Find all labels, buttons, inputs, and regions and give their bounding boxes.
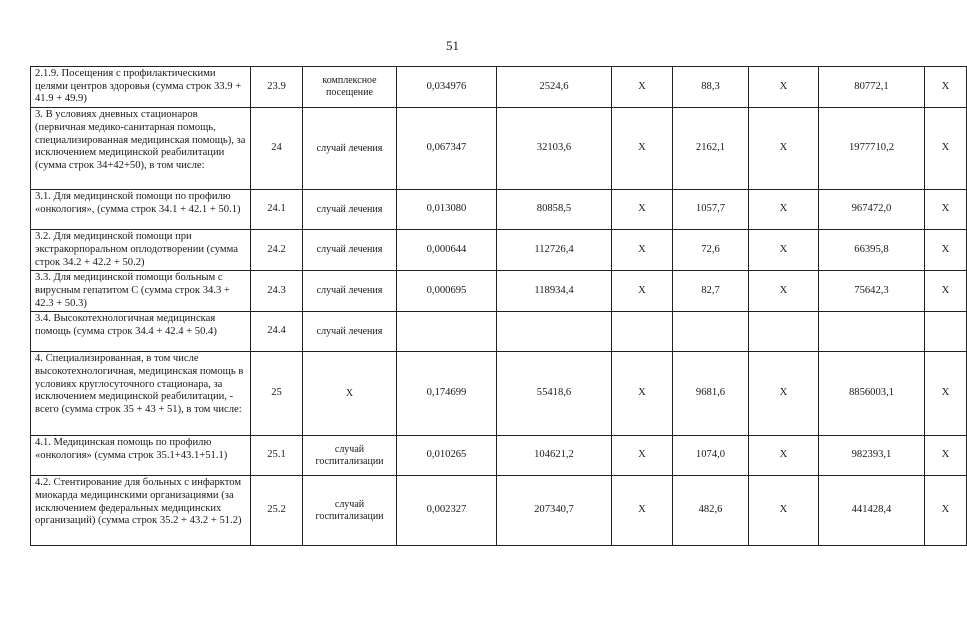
cell-total-cost: 66395,8	[819, 230, 925, 271]
cell-volume-norm	[397, 312, 497, 352]
cell-col8: X	[749, 271, 819, 312]
cell-volume-norm: 0,002327	[397, 476, 497, 546]
cell-total-cost: 1977710,2	[819, 108, 925, 190]
cell-per-capita	[673, 312, 749, 352]
table-row	[31, 352, 967, 436]
cell-per-capita: 482,6	[673, 476, 749, 546]
row-description: 3.1. Для медицинской помощи по профилю «онкология», (сумма строк 34.1 + 42.1 + 50.1)	[31, 190, 251, 230]
cell-col10: X	[925, 271, 967, 312]
table-row	[31, 108, 967, 190]
row-code: 24.1	[251, 190, 303, 230]
cell-col6: X	[612, 230, 673, 271]
row-description: 3.4. Высокотехнологичная медицинская помощь (сумма строк 34.4 + 42.4 + 50.4)	[31, 312, 251, 352]
row-code: 23.9	[251, 67, 303, 108]
table-row	[31, 312, 967, 352]
cell-col10: X	[925, 476, 967, 546]
cell-col6: X	[612, 476, 673, 546]
cell-col8: X	[749, 436, 819, 476]
unit-of-measure: случай лечения	[303, 312, 397, 352]
unit-of-measure: случай лечения	[303, 108, 397, 190]
row-description: 4.2. Стентирование для больных с инфарктом миокарда медицинскими организациями (за исключением федеральных медицинских организаций) (сумма строк 35.2 + 43.2 + 51.2)	[31, 476, 251, 546]
cell-total-cost: 8856003,1	[819, 352, 925, 436]
cell-total-cost: 967472,0	[819, 190, 925, 230]
table-row	[31, 436, 967, 476]
cell-col6: X	[612, 352, 673, 436]
cell-cost-norm	[497, 312, 612, 352]
cell-volume-norm: 0,010265	[397, 436, 497, 476]
cell-col10: X	[925, 67, 967, 108]
row-code: 24.3	[251, 271, 303, 312]
cell-per-capita: 2162,1	[673, 108, 749, 190]
table-row	[31, 476, 967, 546]
cell-volume-norm: 0,013080	[397, 190, 497, 230]
unit-of-measure: случай лечения	[303, 190, 397, 230]
unit-of-measure: случай лечения	[303, 230, 397, 271]
cell-col10: X	[925, 352, 967, 436]
row-description: 3.2. Для медицинской помощи при экстракорпоральном оплодотворении (сумма строк 34.2 + 42.2 + 50.2)	[31, 230, 251, 271]
row-description: 3. В условиях дневных стационаров (первичная медико-санитарная помощь, специализированная медицинская помощь), за исключением медицинской реабилитации (сумма строк 34+42+50), в том числе:	[31, 108, 251, 190]
cell-col10: X	[925, 436, 967, 476]
unit-of-measure: X	[303, 352, 397, 436]
row-code: 25.1	[251, 436, 303, 476]
cell-col10: X	[925, 230, 967, 271]
table-row	[31, 190, 967, 230]
cell-total-cost: 75642,3	[819, 271, 925, 312]
cell-col6: X	[612, 436, 673, 476]
cell-volume-norm: 0,034976	[397, 67, 497, 108]
cell-per-capita: 72,6	[673, 230, 749, 271]
cell-col8: X	[749, 230, 819, 271]
cell-per-capita: 1057,7	[673, 190, 749, 230]
unit-of-measure: случай госпитализации	[303, 476, 397, 546]
cell-col6: X	[612, 67, 673, 108]
row-code: 25	[251, 352, 303, 436]
cell-cost-norm: 112726,4	[497, 230, 612, 271]
cell-total-cost: 982393,1	[819, 436, 925, 476]
cell-total-cost: 441428,4	[819, 476, 925, 546]
cell-col6: X	[612, 108, 673, 190]
row-description: 4.1. Медицинская помощь по профилю «онкология» (сумма строк 35.1+43.1+51.1)	[31, 436, 251, 476]
cell-per-capita: 82,7	[673, 271, 749, 312]
cell-col8: X	[749, 352, 819, 436]
cell-col6	[612, 312, 673, 352]
cell-volume-norm: 0,174699	[397, 352, 497, 436]
cell-col8: X	[749, 476, 819, 546]
cell-volume-norm: 0,000644	[397, 230, 497, 271]
unit-of-measure: комплексное посещение	[303, 67, 397, 108]
row-description: 3.3. Для медицинской помощи больным с вирусным гепатитом С (сумма строк 34.3 + 42.3 + 50.3)	[31, 271, 251, 312]
cell-per-capita: 1074,0	[673, 436, 749, 476]
unit-of-measure: случай лечения	[303, 271, 397, 312]
table-body	[31, 67, 967, 546]
cell-col8: X	[749, 67, 819, 108]
cell-cost-norm: 55418,6	[497, 352, 612, 436]
cell-col8: X	[749, 190, 819, 230]
cell-col6: X	[612, 271, 673, 312]
row-code: 24.4	[251, 312, 303, 352]
table-row	[31, 67, 967, 108]
row-description: 4. Специализированная, в том числе высокотехнологичная, медицинская помощь в условиях круглосуточного стационара, за исключением медицинской реабилитации, - всего (сумма строк 35 + 43 + 51), в том числе:	[31, 352, 251, 436]
cell-cost-norm: 104621,2	[497, 436, 612, 476]
cell-cost-norm: 207340,7	[497, 476, 612, 546]
page-number: 51	[446, 38, 459, 53]
row-description: 2.1.9. Посещения с профилактическими целями центров здоровья (сумма строк 33.9 + 41.9 + 49.9)	[31, 67, 251, 108]
cell-cost-norm: 118934,4	[497, 271, 612, 312]
cell-per-capita: 9681,6	[673, 352, 749, 436]
row-code: 25.2	[251, 476, 303, 546]
cell-col10: X	[925, 108, 967, 190]
cell-volume-norm: 0,000695	[397, 271, 497, 312]
cell-cost-norm: 80858,5	[497, 190, 612, 230]
data-table	[30, 66, 967, 546]
cell-col10: X	[925, 190, 967, 230]
row-code: 24.2	[251, 230, 303, 271]
cell-col10	[925, 312, 967, 352]
cell-total-cost: 80772,1	[819, 67, 925, 108]
cell-cost-norm: 2524,6	[497, 67, 612, 108]
cell-total-cost	[819, 312, 925, 352]
table-row	[31, 271, 967, 312]
cell-col8	[749, 312, 819, 352]
row-code: 24	[251, 108, 303, 190]
cell-col8: X	[749, 108, 819, 190]
cell-per-capita: 88,3	[673, 67, 749, 108]
cell-volume-norm: 0,067347	[397, 108, 497, 190]
cell-col6: X	[612, 190, 673, 230]
table-row	[31, 230, 967, 271]
cell-cost-norm: 32103,6	[497, 108, 612, 190]
unit-of-measure: случай госпитализации	[303, 436, 397, 476]
